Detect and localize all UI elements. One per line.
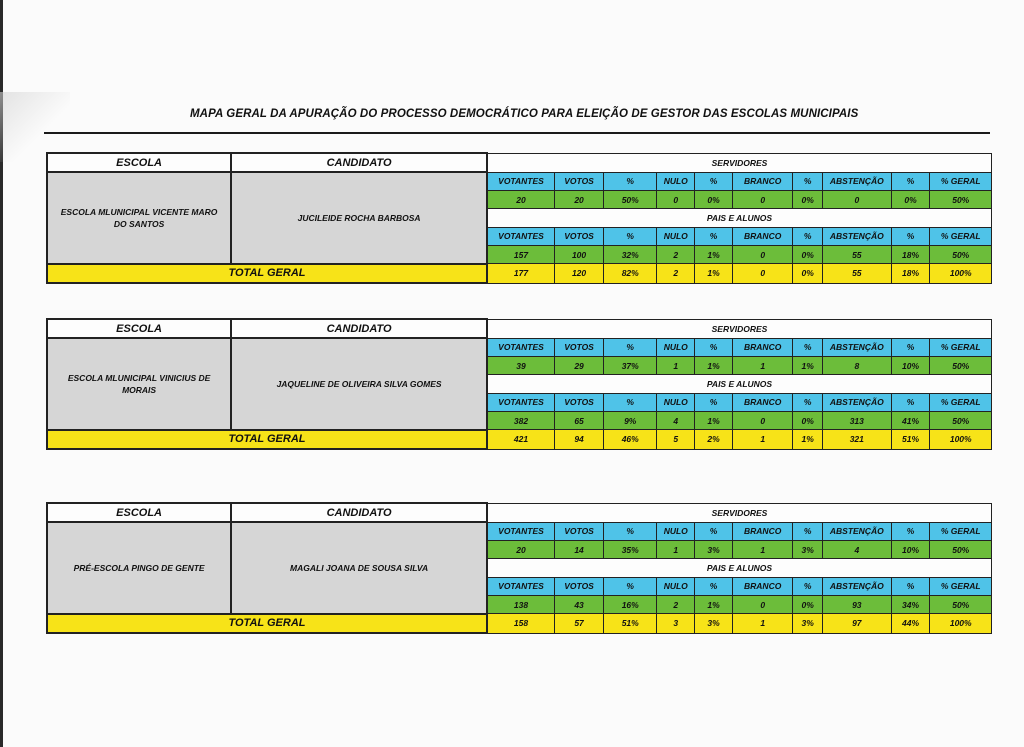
total-value: 5 [657,430,695,449]
school-name: PRÉ-ESCOLA PINGO DE GENTE [47,522,231,613]
column-header: % [695,338,733,356]
escola-header: ESCOLA [47,503,231,522]
column-header: % [604,172,657,190]
pais-alunos-value: 0% [793,595,823,613]
column-header: % GERAL [930,577,992,595]
column-header: BRANCO [733,338,793,356]
column-header: VOTOS [555,172,604,190]
column-header: % GERAL [930,338,992,356]
total-value: 51% [604,614,657,633]
column-header: VOTANTES [487,227,555,245]
servidores-value: 8 [823,357,892,375]
total-value: 1% [695,264,733,283]
total-value: 94 [555,430,604,449]
column-header: BRANCO [733,577,793,595]
servidores-value: 1 [733,357,793,375]
servidores-value: 1% [793,357,823,375]
pais-alunos-value: 1% [695,595,733,613]
column-header: % [695,577,733,595]
servidores-value: 14 [555,541,604,559]
pais-alunos-value: 0 [733,595,793,613]
pais-alunos-value: 18% [891,245,930,263]
candidato-header: CANDIDATO [231,153,487,172]
servidores-value: 1% [695,357,733,375]
column-header: % [604,227,657,245]
column-header: ABSTENÇÃO [823,577,892,595]
column-header: BRANCO [733,522,793,540]
column-header: NULO [657,393,695,411]
servidores-value: 50% [930,541,992,559]
column-header: % GERAL [930,522,992,540]
pais-alunos-value: 34% [891,595,930,613]
escola-header: ESCOLA [47,153,231,172]
column-header: % [793,172,823,190]
column-header: BRANCO [733,227,793,245]
pais-alunos-value: 2 [657,595,695,613]
total-value: 1 [733,430,793,449]
total-value: 51% [891,430,930,449]
pais-alunos-value: 382 [487,411,555,429]
total-value: 97 [823,614,892,633]
servidores-value: 1 [657,541,695,559]
total-value: 57 [555,614,604,633]
column-header: % [891,172,930,190]
total-value: 100% [930,430,992,449]
servidores-header: SERVIDORES [487,503,992,522]
column-header: % GERAL [930,393,992,411]
column-header: % [793,393,823,411]
pais-alunos-value: 0% [793,245,823,263]
column-header: % [604,522,657,540]
column-header: % [695,172,733,190]
title-divider [44,132,990,134]
column-header: % GERAL [930,172,992,190]
pais-alunos-value: 43 [555,595,604,613]
total-geral-label: TOTAL GERAL [47,430,487,449]
servidores-header: SERVIDORES [487,153,992,172]
candidate-name: JAQUELINE DE OLIVEIRA SILVA GOMES [231,338,487,429]
column-header: VOTOS [555,393,604,411]
total-value: 100% [930,614,992,633]
column-header: % [695,227,733,245]
pais-alunos-value: 50% [930,245,992,263]
school-name: ESCOLA MLUNICIPAL VICENTE MARO DO SANTOS [47,172,231,263]
column-header: ABSTENÇÃO [823,172,892,190]
column-header: % [891,227,930,245]
column-header: NULO [657,227,695,245]
pais-alunos-value: 9% [604,411,657,429]
servidores-value: 20 [555,191,604,209]
total-value: 1% [793,430,823,449]
servidores-value: 3% [793,541,823,559]
total-value: 3% [695,614,733,633]
column-header: NULO [657,522,695,540]
results-table [46,502,992,634]
column-header: VOTANTES [487,577,555,595]
pais-alunos-value: 50% [930,595,992,613]
column-header: ABSTENÇÃO [823,393,892,411]
total-value: 3% [793,614,823,633]
servidores-value: 0 [823,191,892,209]
servidores-value: 39 [487,357,555,375]
servidores-value: 0 [657,191,695,209]
column-header: % [695,393,733,411]
candidato-header: CANDIDATO [231,319,487,338]
servidores-value: 10% [891,541,930,559]
total-value: 2% [695,430,733,449]
column-header: NULO [657,338,695,356]
column-header: VOTOS [555,338,604,356]
column-header: ABSTENÇÃO [823,338,892,356]
column-header: % [604,338,657,356]
results-table [46,318,992,450]
servidores-value: 3% [695,541,733,559]
servidores-value: 50% [604,191,657,209]
pais-alunos-value: 2 [657,245,695,263]
pais-alunos-header: PAIS E ALUNOS [487,559,992,577]
school-block [46,318,992,450]
servidores-value: 1 [733,541,793,559]
pais-alunos-value: 0% [793,411,823,429]
school-block [46,502,992,634]
total-value: 18% [891,264,930,283]
servidores-value: 1 [657,357,695,375]
column-header: ABSTENÇÃO [823,522,892,540]
column-header: % [793,522,823,540]
candidate-name: MAGALI JOANA DE SOUSA SILVA [231,522,487,613]
servidores-value: 50% [930,357,992,375]
total-geral-label: TOTAL GERAL [47,614,487,633]
total-value: 2 [657,264,695,283]
column-header: % [695,522,733,540]
total-value: 1 [733,614,793,633]
pais-alunos-value: 1% [695,245,733,263]
pais-alunos-value: 100 [555,245,604,263]
servidores-header: SERVIDORES [487,319,992,338]
column-header: VOTOS [555,522,604,540]
pais-alunos-value: 313 [823,411,892,429]
column-header: % [604,393,657,411]
total-value: 421 [487,430,555,449]
servidores-value: 0% [695,191,733,209]
candidato-header: CANDIDATO [231,503,487,522]
pais-alunos-value: 50% [930,411,992,429]
pais-alunos-value: 0 [733,245,793,263]
results-table [46,152,992,284]
total-value: 177 [487,264,555,283]
column-header: ABSTENÇÃO [823,227,892,245]
pais-alunos-value: 16% [604,595,657,613]
pais-alunos-value: 0 [733,411,793,429]
pais-alunos-value: 138 [487,595,555,613]
column-header: % GERAL [930,227,992,245]
total-value: 0 [733,264,793,283]
total-value: 0% [793,264,823,283]
page-title: MAPA GERAL DA APURAÇÃO DO PROCESSO DEMOCRÁTICO PARA ELEIÇÃO DE GESTOR DAS ESCOLAS MUNICIPAIS [190,108,859,120]
servidores-value: 20 [487,191,555,209]
servidores-value: 35% [604,541,657,559]
servidores-value: 50% [930,191,992,209]
total-geral-label: TOTAL GERAL [47,264,487,283]
pais-alunos-header: PAIS E ALUNOS [487,209,992,227]
column-header: BRANCO [733,393,793,411]
column-header: VOTANTES [487,172,555,190]
column-header: VOTOS [555,227,604,245]
pais-alunos-value: 32% [604,245,657,263]
total-value: 120 [555,264,604,283]
pais-alunos-value: 65 [555,411,604,429]
column-header: VOTANTES [487,393,555,411]
column-header: BRANCO [733,172,793,190]
column-header: % [891,522,930,540]
servidores-value: 0 [733,191,793,209]
column-header: NULO [657,172,695,190]
column-header: % [604,577,657,595]
servidores-value: 37% [604,357,657,375]
column-header: % [891,393,930,411]
servidores-value: 20 [487,541,555,559]
column-header: % [891,577,930,595]
column-header: % [891,338,930,356]
column-header: VOTANTES [487,522,555,540]
pais-alunos-value: 157 [487,245,555,263]
pais-alunos-value: 55 [823,245,892,263]
escola-header: ESCOLA [47,319,231,338]
pais-alunos-value: 41% [891,411,930,429]
pais-alunos-value: 4 [657,411,695,429]
servidores-value: 0% [891,191,930,209]
total-value: 46% [604,430,657,449]
servidores-value: 10% [891,357,930,375]
column-header: VOTANTES [487,338,555,356]
servidores-value: 4 [823,541,892,559]
column-header: VOTOS [555,577,604,595]
total-value: 3 [657,614,695,633]
total-value: 100% [930,264,992,283]
servidores-value: 0% [793,191,823,209]
total-value: 44% [891,614,930,633]
column-header: NULO [657,577,695,595]
pais-alunos-value: 93 [823,595,892,613]
column-header: % [793,338,823,356]
column-header: % [793,227,823,245]
candidate-name: JUCILEIDE ROCHA BARBOSA [231,172,487,263]
pais-alunos-header: PAIS E ALUNOS [487,375,992,393]
total-value: 55 [823,264,892,283]
total-value: 321 [823,430,892,449]
school-block [46,152,992,284]
pais-alunos-value: 1% [695,411,733,429]
servidores-value: 29 [555,357,604,375]
column-header: % [793,577,823,595]
school-name: ESCOLA MLUNICIPAL VINICIUS DE MORAIS [47,338,231,429]
total-value: 158 [487,614,555,633]
total-value: 82% [604,264,657,283]
